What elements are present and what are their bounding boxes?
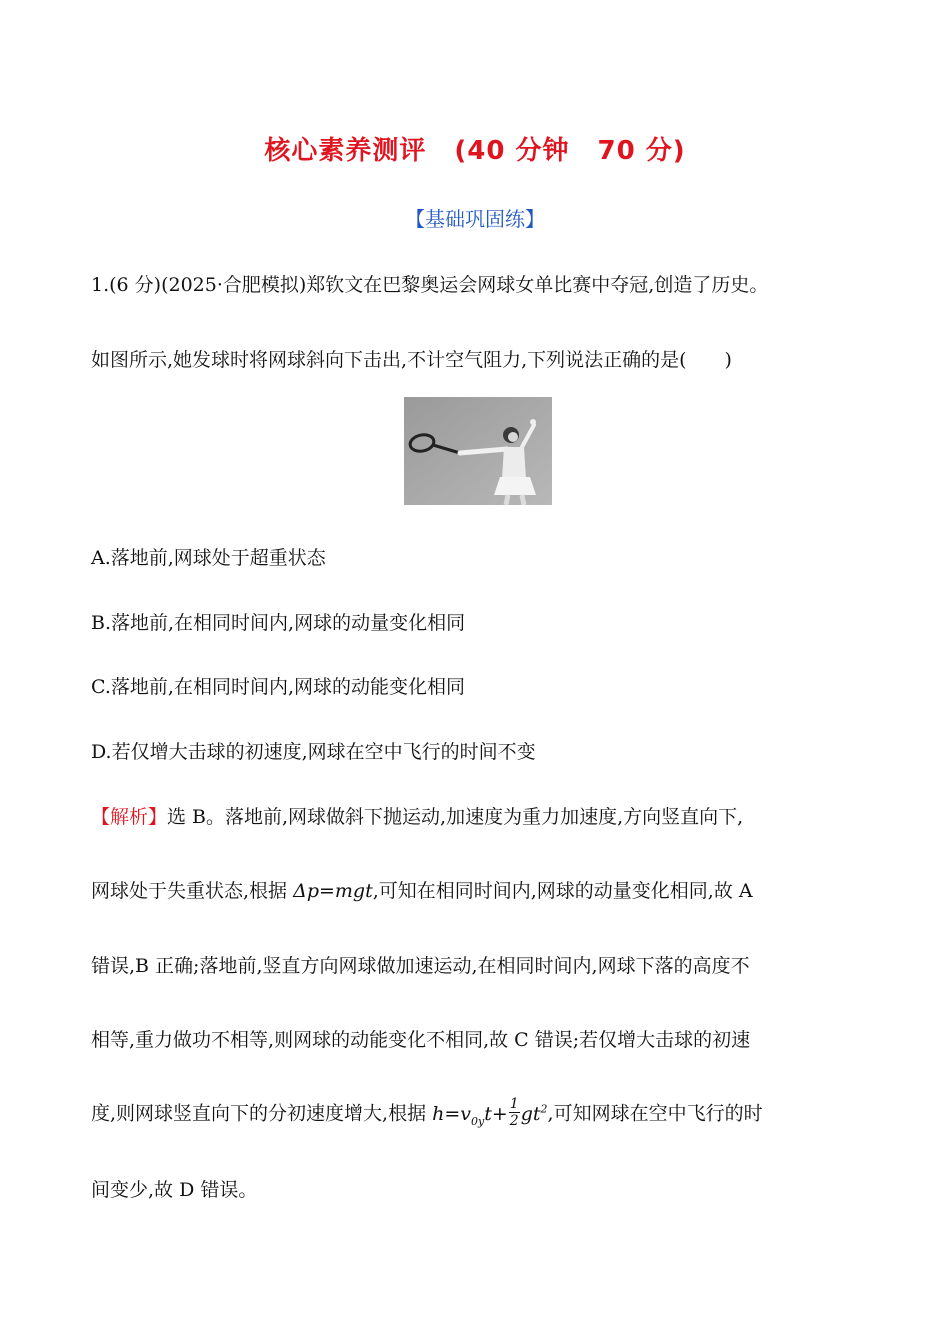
momentum-formula: Δp=mgt <box>293 880 373 902</box>
solution-tag: 【解析】 <box>91 806 168 828</box>
solution-text-1: 选 B。落地前,网球做斜下抛运动,加速度为重力加速度,方向竖直向下, <box>167 806 744 828</box>
option-b: B.落地前,在相同时间内,网球的动量变化相同 <box>91 612 466 634</box>
option-c: C.落地前,在相同时间内,网球的动能变化相同 <box>91 676 465 698</box>
title-time: (40 分钟 <box>454 136 570 166</box>
option-d: D.若仅增大击球的初速度,网球在空中飞行的时间不变 <box>91 741 536 763</box>
solution-line1 <box>91 802 866 829</box>
question-stem-line1: 1.(6 分)(2025·合肥模拟)郑钦文在巴黎奥运会网球女单比赛中夺冠,创造了历史。 <box>91 274 769 296</box>
option-a: A.落地前,网球处于超重状态 <box>91 547 326 569</box>
solution-line3: 错误,B 正确;落地前,竖直方向网球做加速运动,在相同时间内,网球下落的高度不 <box>91 955 750 977</box>
question-stem-line2 <box>91 345 732 372</box>
solution-line4: 相等,重力做功不相等,则网球的动能变化不相同,故 C 错误;若仅增大击球的初速 <box>91 1029 751 1051</box>
solution-text-5a: 度,则网球竖直向下的分初速度增大,根据 <box>91 1102 433 1125</box>
page-title <box>0 130 950 167</box>
section-heading: 【基础巩固练】 <box>405 207 545 231</box>
question-stem-text: 如图所示,她发球时将网球斜向下击出,不计空气阻力,下列说法正确的是( <box>91 349 687 371</box>
displacement-formula <box>432 1096 548 1129</box>
title-main: 核心素养测评 <box>264 136 427 166</box>
solution-line6: 间变少,故 D 错误。 <box>91 1179 258 1201</box>
fraction-num: 1 <box>509 1096 519 1112</box>
formula-gt: gt <box>520 1102 541 1125</box>
formula-t: t+ <box>484 1102 508 1125</box>
solution-text-5b: ,可知网球在空中飞行的时 <box>547 1102 763 1125</box>
formula-sub: 0y <box>471 1114 485 1128</box>
solution-text-2b: ,可知在相同时间内,网球的动量变化相同,故 A <box>372 880 753 902</box>
formula-h: h=v <box>432 1102 472 1125</box>
fraction-half <box>509 1096 520 1129</box>
question-stem-close: ) <box>724 349 732 371</box>
solution-text-2a: 网球处于失重状态,根据 <box>91 880 294 902</box>
fraction-den: 2 <box>509 1113 519 1129</box>
tennis-player-photo <box>404 397 552 505</box>
solution-line5 <box>91 1098 866 1131</box>
solution-line2 <box>91 876 866 903</box>
formula-sup: 2 <box>540 1102 548 1116</box>
title-score: 70 分) <box>597 136 686 166</box>
